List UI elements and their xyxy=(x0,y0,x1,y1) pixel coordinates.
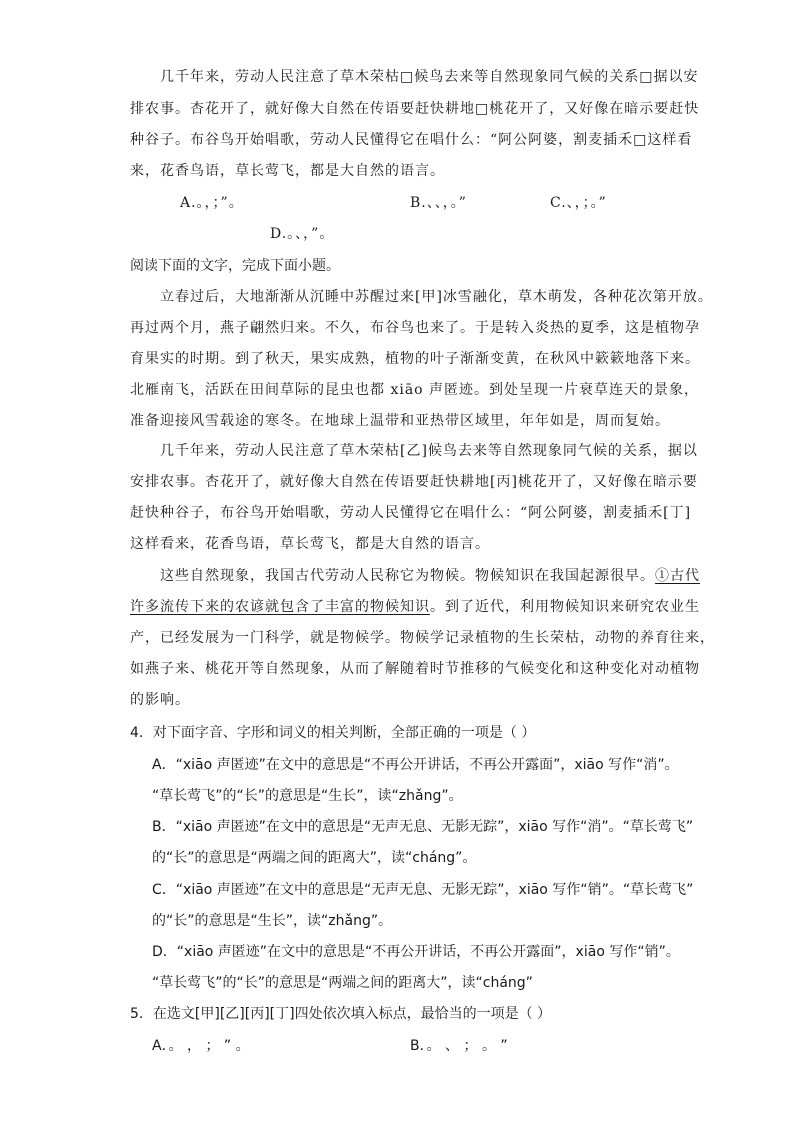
option-a-line: “草长莺飞”的“长”的意思是“生长”，读“zhǎng”。 xyxy=(152,788,463,804)
option-d: D.。、，”。 xyxy=(270,226,335,242)
text-line: 几千年来，劳动人民注意了草木荣枯[乙]候鸟去来等自然现象同气候的关系，据以 xyxy=(160,443,698,459)
text-line: 准备迎接风雪载途的寒冬。在地球上温带和亚热带区域里，年年如是，周而复始。 xyxy=(130,413,670,429)
text-line: 排农事。杏花开了，就好像大自然在传语要赶快耕地□桃花开了，又好像在暗示要赶快 xyxy=(130,101,700,117)
text-line: 安排农事。杏花开了，就好像大自然在传语要赶快耕地[丙]桃花开了，又好像在暗示要 xyxy=(130,474,698,490)
option-b: B.、、，。” xyxy=(410,195,467,211)
option-b-line: 的“长”的意思是“两端之间的距离大”，读“cháng”。 xyxy=(152,850,477,866)
text-line: 种谷子。布谷鸟开始唱歌，劳动人民懂得它在唱什么：“阿公阿婆，割麦插禾□这样看 xyxy=(130,132,693,148)
option-c: C.、，；。” xyxy=(550,195,607,211)
text-line xyxy=(160,566,700,586)
option-a: A.。，；”。 xyxy=(180,195,244,211)
underlined-sentence: 许多流传下来的农谚就包含了丰富的物候知识 xyxy=(130,599,430,615)
option-c-line: 的“长”的意思是“生长”，读“zhǎng”。 xyxy=(152,913,393,929)
text-line: 的影响。 xyxy=(130,692,190,708)
text-line xyxy=(130,597,700,617)
text-line: 如燕子来、桃花开等自然现象，从而了解随着时节推移的气候变化和这种变化对动植物 xyxy=(130,661,700,677)
question-stem: 4．对下面字音、字形和词义的相关判断，全部正确的一项是（ ） xyxy=(130,725,536,741)
text-line: 这样看来，花香鸟语，草长莺飞，都是大自然的语言。 xyxy=(130,536,490,552)
text-segment: 这些自然现象，我国古代劳动人民称它为物候。物候知识在我国起源很早。 xyxy=(160,568,655,584)
text-line: 来，花香鸟语，草长莺飞，都是大自然的语言。 xyxy=(130,163,445,179)
option-a-line: A．“xiāo 声匿迹”在文中的意思是“不再公开讲话，不再公开露面”，xiāo 写作“消”。 xyxy=(152,757,679,773)
option-d-line: D．“xiāo 声匿迹”在文中的意思是“不再公开讲话，不再公开露面”，xiāo 写作“销”。 xyxy=(152,944,680,960)
underlined-sentence-marker: ①古代 xyxy=(655,568,700,584)
text-line: 立春过后，大地渐渐从沉睡中苏醒过来[甲]冰雪融化，草木萌发，各种花次第开放。 xyxy=(160,289,713,305)
option-a: A．。 ， ； ” 。 xyxy=(152,1038,250,1054)
text-line: 产，已经发展为一门科学，就是物候学。物候学记录植物的生长荣枯，动物的养育往来， xyxy=(130,630,715,646)
option-d-line: “草长莺飞”的“长”的意思是“两端之间的距离大”，读“cháng” xyxy=(152,975,533,991)
text-line: 赶快种谷子，布谷鸟开始唱歌，劳动人民懂得它在唱什么：“阿公阿婆，割麦插禾[丁] xyxy=(130,505,692,521)
text-line: 北雁南飞，活跃在田间草际的昆虫也都 xiāo 声匿迹。到处呈现一片衰草连天的景象， xyxy=(130,382,700,398)
option-b-line: B．“xiāo 声匿迹”在文中的意思是“无声无息、无影无踪”，xiāo 写作“消”。“草长莺飞” xyxy=(152,819,694,835)
text-line: 再过两个月，燕子翩然归来。不久，布谷鸟也来了。于是转入炎热的夏季，这是植物孕 xyxy=(130,320,700,336)
question-stem: 5．在选文[甲][乙][丙][丁]四处依次填入标点，最恰当的一项是（ ） xyxy=(130,1006,552,1022)
option-b: B．。 、 ； 。 ” xyxy=(410,1038,508,1054)
text-segment: 。到了近代，利用物候知识来研究农业生 xyxy=(430,599,700,615)
instruction: 阅读下面的文字，完成下面小题。 xyxy=(130,258,340,274)
text-line: 育果实的时期。到了秋天，果实成熟，植物的叶子渐渐变黄，在秋风中簌簌地落下来。 xyxy=(130,351,700,367)
text-line: 几千年来，劳动人民注意了草木荣枯□候鸟去来等自然现象同气候的关系□据以安 xyxy=(160,69,699,85)
option-c-line: C．“xiāo 声匿迹”在文中的意思是“无声无息、无影无踪”，xiāo 写作“销”。“草长莺飞” xyxy=(152,882,694,898)
